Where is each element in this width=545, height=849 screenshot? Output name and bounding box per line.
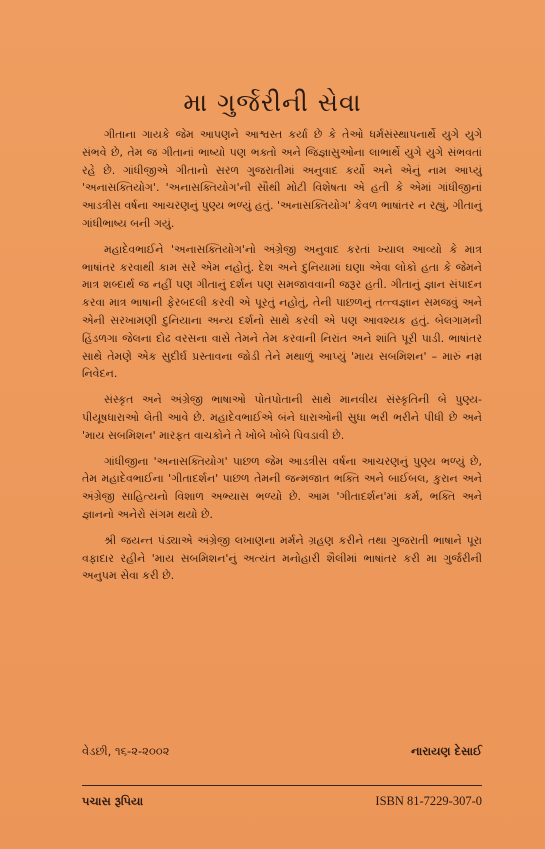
price-isbn-line xyxy=(82,794,482,809)
isbn: ISBN 81-7229-307-0 xyxy=(375,794,482,808)
paragraph: મહાદેવભાઈને 'અનાસક્તિયોગ'નો અંગ્રેજી અનુવાદ કરતાં ખ્યાલ આવ્યો કે માત્ર ભાષાંતર કરવાથી કામ સરે એમ નહોતું. દેશ અને દુનિયામાં ઘણા એવા લોકો હતા કે જેમને માત્ર શબ્દાર્થ જ નહીં પણ ગીતાનું દર્શન પણ સમજાવવાની જરૂર હતી. ગીતાનું જ્ઞાન સંપાદન કરવા માત્ર ભાષાની ફેરબદલી કરવી એ પૂરતું નહોતું, તેની પાછળનું તત્ત્વજ્ઞાન સમજવું અને એની સરખામણી દુનિયાના અન્ય દર્શનો સાથે કરવી એ પણ આવશ્યક હતું. બેલગામની હિંડળગા જેલના દોઢ વરસના વાસે તેમને તેમ કરવાની નિરાંત અને શાંતિ પૂરી પાડી. ભાષાંતર સાથે તેમણે એક સુદીર્ઘ પ્રસ્તાવના જોડી તેને મથાળું આપ્યું 'માય સબમિશન' – મારું નમ્ર નિવેદન. xyxy=(82,242,482,381)
page-title: મા ગુર્જરીની સેવા xyxy=(183,88,362,117)
paragraph: શ્રી જયન્ત પંડ્યાએ અંગ્રેજી લખાણના મર્મને ગ્રહણ કરીને તથા ગુજરાતી ભાષાને પૂરા વફાદાર રહીને 'માય સબમિશન'નું અત્યંત મનોહારી શૈલીમાં ભાષાંતર કરી મા ગુર્જરીની અનુપમ સેવા કરી છે. xyxy=(82,533,482,583)
body-text xyxy=(82,126,482,593)
place-date: વેડછી, ૧૬-૨-૨૦૦૨ xyxy=(82,744,170,758)
author-signature: નારાયણ દેસાઈ xyxy=(410,744,482,758)
paragraph: ગીતાના ગાયકે જેમ આપણને આશ્વસ્ત કર્યા છે કે તેઓ ધર્મસંસ્થાપનાર્થે યુગે યુગે સંભવે છે, તેમ જ ગીતાનાં ભાષ્યો પણ ભક્તો અને જિજ્ઞાસુઓના લાભાર્થે યુગે યુગે સંભવતાં રહે છે. ગાંધીજીએ ગીતાનો સરળ ગુજરાતીમાં અનુવાદ કર્યો અને એનું નામ આપ્યું 'અનાસક્તિયોગ'. 'અનાસક્તિયોગ'ની સૌથી મોટી વિશેષતા એ હતી કે એમાં ગાંધીજીનાં આડત્રીસ વર્ષના આચરણનું પુણ્ય ભળ્યું હતું. 'અનાસક્તિયોગ' કેવળ ભાષાંતર ન રહ્યું, ગીતાનું ગાંધીભાષ્ય બની ગયું. xyxy=(82,128,482,230)
signature-line xyxy=(82,744,482,759)
paragraph: સંસ્કૃત અને અંગ્રેજી ભાષાઓ પોતપોતાની સાથે માનવીય સંસ્કૃતિની બે પુણ્ય-પીયૂષધારાઓ લેતી આવે છે. મહાદેવભાઈએ બંને ધારાઓની સુધા ભરી ભરીને પીધી છે અને 'માય સબમિશન' મારફત વાચકોને તે ખોબે ખોબે પિવડાવી છે. xyxy=(82,393,482,442)
divider xyxy=(82,785,482,786)
price: પચાસ રૂપિયા xyxy=(82,794,144,808)
paragraph: ગાંધીજીના 'અનાસક્તિયોગ' પાછળ જેમ આડત્રીસ વર્ષના આચરણનું પુણ્ય ભળ્યું છે, તેમ મહાદેવભાઈના 'ગીતાદર્શન' પાછળ તેમની જન્મજાત ભક્તિ અને બાઈબલ, કુરાન અને અંગ્રેજી સાહિત્યનો વિશાળ અભ્યાસ ભળ્યો છે. આમ 'ગીતાદર્શન'માં કર્મ, ભક્તિ અને જ્ઞાનનો અનેરો સંગમ થયો છે. xyxy=(82,454,482,521)
